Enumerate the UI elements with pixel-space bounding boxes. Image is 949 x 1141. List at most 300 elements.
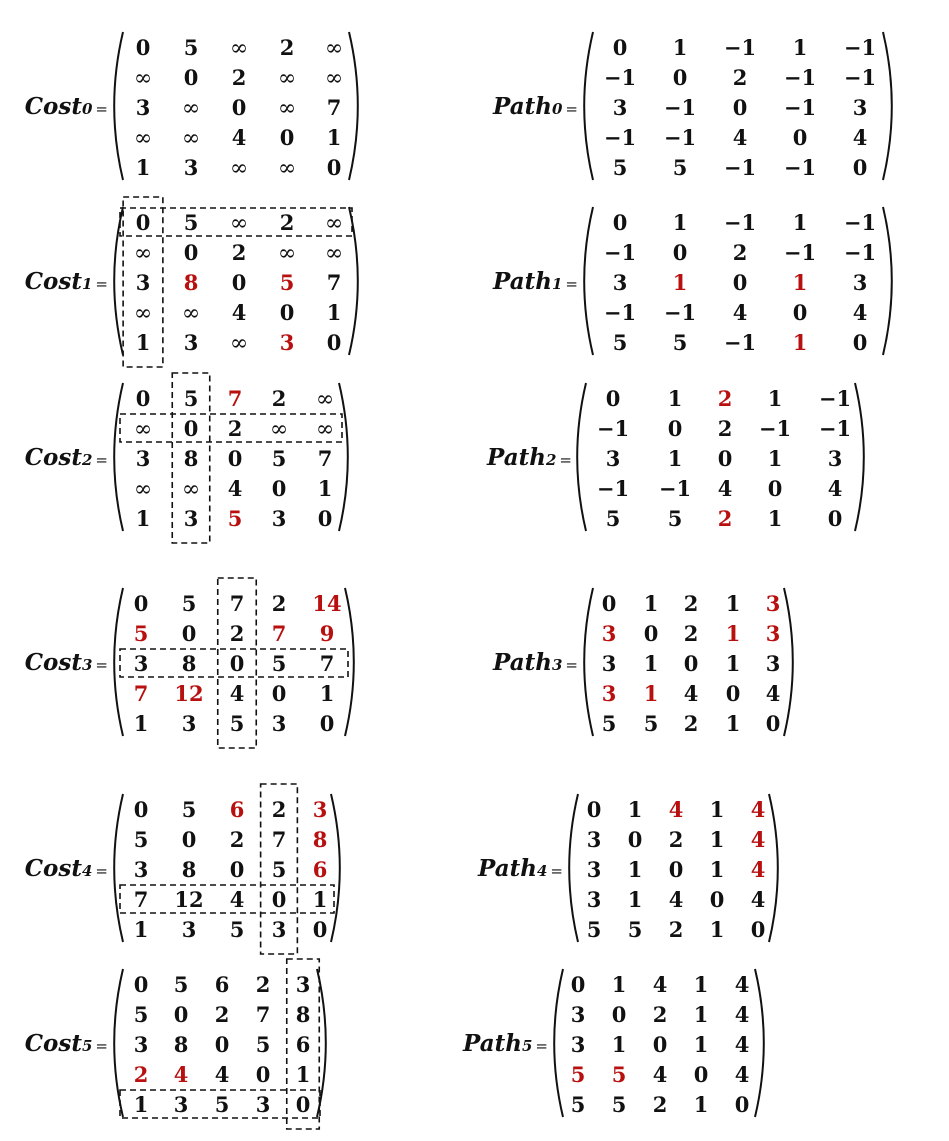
cost-5-cell-r3-c4: 1 (295, 1062, 311, 1087)
path-1-label-equals: = (565, 275, 578, 293)
cost-2-cell-r4-c3: 3 (271, 506, 287, 531)
path-3-cell-r1-c1: 0 (643, 621, 659, 646)
cost-3-cell-r1-c2: 2 (229, 621, 245, 646)
cost-4-cell-r1-c1: 0 (181, 827, 197, 852)
path-5-cell-r2-c0: 3 (570, 1032, 586, 1057)
cost-1-cell-r0-c2: ∞ (229, 211, 249, 236)
path-0-label-name: Path (493, 93, 552, 120)
cost-5-cell-r2-c0: 3 (133, 1032, 149, 1057)
cost-4-cell-r4-c4: 0 (312, 917, 328, 942)
cost-1-right-paren (349, 207, 358, 355)
cost-4-cell-r3-c0: 7 (133, 887, 149, 912)
path-1-cell-r2-c4: 3 (852, 270, 868, 295)
path-4-cell-r1-c4-changed: 4 (750, 827, 766, 852)
cost-0-cell-r0-c1: 5 (183, 35, 199, 60)
path-0-matrix (492, 32, 892, 180)
path-3-cell-r0-c1: 1 (643, 591, 659, 616)
cost-3-cell-r3-c3: 0 (271, 681, 287, 706)
path-0-cell-r1-c1: 0 (672, 65, 688, 90)
path-1-right-paren (883, 207, 892, 355)
cost-2-cell-r2-c1: 8 (183, 446, 199, 471)
cost-5-cell-r3-c3: 0 (255, 1062, 271, 1087)
path-0-cell-r2-c1: −1 (663, 95, 697, 120)
cost-1-cell-r4-c4: 0 (326, 330, 342, 355)
path-1-cell-r1-c1: 0 (672, 240, 688, 265)
cost-0-cell-r2-c3: ∞ (277, 96, 297, 121)
path-1-cell-r1-c2: 2 (732, 240, 748, 265)
path-3-cell-r3-c2: 4 (683, 681, 699, 706)
cost-0-cell-r3-c0: ∞ (133, 126, 153, 151)
cost-0-cell-r2-c2: 0 (231, 95, 247, 120)
path-1-cell-r0-c2: −1 (723, 210, 757, 235)
path-5-left-paren (554, 969, 563, 1117)
path-2-cell-r1-c1: 0 (667, 416, 683, 441)
cost-2-cell-r1-c4: ∞ (315, 417, 335, 442)
cost-3-label (25, 649, 108, 676)
cost-3-cell-r4-c0: 1 (133, 711, 149, 736)
path-1-cell-r0-c0: 0 (612, 210, 628, 235)
cost-2-cell-r4-c4: 0 (317, 506, 333, 531)
path-0-left-paren (584, 32, 593, 180)
cost-0-cell-r0-c0: 0 (135, 35, 151, 60)
path-5-label (462, 1030, 548, 1057)
cost-5-cell-r1-c3: 7 (255, 1002, 271, 1027)
path-5-cell-r3-c2: 4 (652, 1062, 668, 1087)
cost-0-right-paren (349, 32, 358, 180)
path-1-matrix (492, 207, 892, 355)
cost-5-cell-r4-c3: 3 (255, 1092, 271, 1117)
cost-4-left-paren (114, 794, 123, 942)
path-0-label-sub: 0 (551, 100, 563, 118)
path-5-label-equals: = (535, 1037, 548, 1055)
path-0-cell-r1-c3: −1 (783, 65, 817, 90)
path-4-cell-r1-c2: 2 (668, 827, 684, 852)
path-2-cell-r2-c0: 3 (605, 446, 621, 471)
path-2-cell-r3-c0: −1 (596, 476, 630, 501)
cost-4-cell-r1-c2: 2 (229, 827, 245, 852)
cost-1-cell-r0-c3: 2 (279, 210, 295, 235)
path-2-cell-r2-c2: 0 (717, 446, 733, 471)
cost-1-cell-r4-c1: 3 (183, 330, 199, 355)
cost-2-label-name: Cost (24, 444, 82, 471)
path-2-cell-r2-c3: 1 (767, 446, 783, 471)
path-3-cell-r0-c3: 1 (725, 591, 741, 616)
path-4-cell-r3-c2: 4 (668, 887, 684, 912)
path-4-cell-r2-c3: 1 (709, 857, 725, 882)
path-0-cell-r2-c0: 3 (612, 95, 628, 120)
cost-5-cell-r0-c0: 0 (133, 972, 149, 997)
cost-2-cell-r4-c2-changed: 5 (227, 506, 243, 531)
path-5-cell-r0-c3: 1 (693, 972, 709, 997)
path-1-cell-r4-c2: −1 (723, 330, 757, 355)
path-3-label-sub: 3 (551, 656, 563, 674)
path-2-cell-r0-c0: 0 (605, 386, 621, 411)
path-5-cell-r4-c4: 0 (734, 1092, 750, 1117)
path-4-cell-r3-c4: 4 (750, 887, 766, 912)
cost-1-cell-r2-c2: 0 (231, 270, 247, 295)
path-4-cell-r0-c0: 0 (586, 797, 602, 822)
path-5-cell-r3-c4: 4 (734, 1062, 750, 1087)
cost-0-cell-r3-c1: ∞ (181, 126, 201, 151)
cost-5-label-sub: 5 (81, 1037, 93, 1055)
cost-3-cell-r2-c3: 5 (271, 651, 287, 676)
cost-0-label-sub: 0 (81, 100, 93, 118)
path-0-cell-r1-c0: −1 (603, 65, 637, 90)
cost-4-cell-r0-c2-changed: 6 (229, 797, 245, 822)
path-4-cell-r1-c0: 3 (586, 827, 602, 852)
path-1-cell-r0-c3: 1 (792, 210, 808, 235)
path-1-cell-r3-c3: 0 (792, 300, 808, 325)
path-3-label-equals: = (565, 656, 578, 674)
cost-4-right-paren (331, 794, 340, 942)
path-5-matrix (462, 969, 764, 1117)
path-2-cell-r3-c4: 4 (827, 476, 843, 501)
path-5-label-name: Path (463, 1030, 522, 1057)
path-3-cell-r1-c3-changed: 1 (725, 621, 741, 646)
path-3-cell-r4-c3: 1 (725, 711, 741, 736)
cost-1-matrix (25, 197, 358, 367)
cost-0-cell-r2-c0: 3 (135, 95, 151, 120)
cost-4-cell-r0-c3: 2 (271, 797, 287, 822)
path-0-cell-r3-c3: 0 (792, 125, 808, 150)
cost-4-cell-r3-c4: 1 (312, 887, 328, 912)
cost-2-cell-r3-c2: 4 (227, 476, 243, 501)
path-3-cell-r4-c1: 5 (643, 711, 659, 736)
cost-4-cell-r0-c0: 0 (133, 797, 149, 822)
path-5-cell-r1-c2: 2 (652, 1002, 668, 1027)
path-2-cell-r2-c1: 1 (667, 446, 683, 471)
cost-3-label-name: Cost (24, 649, 82, 676)
cost-3-cell-r1-c1: 0 (181, 621, 197, 646)
path-2-matrix (486, 383, 864, 531)
path-3-cell-r1-c2: 2 (683, 621, 699, 646)
path-5-label-sub: 5 (521, 1037, 533, 1055)
path-0-right-paren (883, 32, 892, 180)
cost-5-cell-r2-c1: 8 (173, 1032, 189, 1057)
cost-1-cell-r1-c4: ∞ (324, 241, 344, 266)
cost-5-cell-r0-c3: 2 (255, 972, 271, 997)
path-5-cell-r2-c2: 0 (652, 1032, 668, 1057)
cost-2-cell-r1-c2: 2 (227, 416, 243, 441)
path-0-cell-r0-c3: 1 (792, 35, 808, 60)
path-4-cell-r3-c3: 0 (709, 887, 725, 912)
path-0-cell-r1-c2: 2 (732, 65, 748, 90)
cost-2-cell-r0-c1: 5 (183, 386, 199, 411)
cost-0-cell-r0-c4: ∞ (324, 36, 344, 61)
cost-0-cell-r1-c2: 2 (231, 65, 247, 90)
cost-1-cell-r1-c2: 2 (231, 240, 247, 265)
cost-5-cell-r3-c2: 4 (214, 1062, 230, 1087)
path-2-cell-r3-c2: 4 (717, 476, 733, 501)
path-5-cell-r3-c0-changed: 5 (570, 1062, 586, 1087)
cost-2-cell-r0-c3: 2 (271, 386, 287, 411)
cost-1-cell-r2-c3-changed: 5 (279, 270, 295, 295)
cost-3-cell-r0-c2: 7 (229, 591, 245, 616)
cost-2-cell-r1-c1: 0 (183, 416, 199, 441)
cost-1-label-name: Cost (24, 268, 82, 295)
path-5-cell-r3-c3: 0 (693, 1062, 709, 1087)
path-0-cell-r4-c2: −1 (723, 155, 757, 180)
cost-4-cell-r4-c3: 3 (271, 917, 287, 942)
path-2-cell-r4-c0: 5 (605, 506, 621, 531)
path-1-cell-r2-c0: 3 (612, 270, 628, 295)
path-3-cell-r3-c0-changed: 3 (601, 681, 617, 706)
cost-5-label-name: Cost (24, 1030, 82, 1057)
cost-0-label (25, 93, 108, 120)
path-1-cell-r0-c1: 1 (672, 210, 688, 235)
cost-3-cell-r2-c2: 0 (229, 651, 245, 676)
cost-1-cell-r3-c2: 4 (231, 300, 247, 325)
path-4-cell-r4-c3: 1 (709, 917, 725, 942)
path-1-cell-r3-c4: 4 (852, 300, 868, 325)
cost-2-cell-r3-c4: 1 (317, 476, 333, 501)
path-2-cell-r0-c4: −1 (818, 386, 852, 411)
path-3-label-name: Path (493, 649, 552, 676)
cost-4-pivot-row-box (120, 885, 334, 913)
cost-3-cell-r0-c1: 5 (181, 591, 197, 616)
path-1-cell-r3-c2: 4 (732, 300, 748, 325)
cost-0-cell-r4-c3: ∞ (277, 156, 297, 181)
cost-3-cell-r0-c0: 0 (133, 591, 149, 616)
cost-2-cell-r1-c3: ∞ (269, 417, 289, 442)
cost-3-cell-r4-c3: 3 (271, 711, 287, 736)
cost-4-label (25, 855, 108, 882)
cost-2-cell-r3-c0: ∞ (133, 477, 153, 502)
path-5-cell-r0-c2: 4 (652, 972, 668, 997)
path-2-left-paren (577, 383, 586, 531)
path-4-right-paren (769, 794, 778, 942)
cost-5-label-equals: = (95, 1037, 108, 1055)
cost-3-cell-r4-c2: 5 (229, 711, 245, 736)
path-2-cell-r3-c3: 0 (767, 476, 783, 501)
cost-1-left-paren (114, 207, 123, 355)
path-5-cell-r0-c0: 0 (570, 972, 586, 997)
cost-1-cell-r3-c3: 0 (279, 300, 295, 325)
path-1-cell-r0-c4: −1 (843, 210, 877, 235)
cost-0-matrix (25, 32, 358, 181)
path-1-cell-r1-c4: −1 (843, 240, 877, 265)
cost-0-cell-r3-c2: 4 (231, 125, 247, 150)
path-4-cell-r1-c1: 0 (627, 827, 643, 852)
path-0-cell-r2-c4: 3 (852, 95, 868, 120)
path-4-cell-r3-c0: 3 (586, 887, 602, 912)
cost-3-right-paren (345, 588, 354, 736)
path-0-cell-r0-c4: −1 (843, 35, 877, 60)
cost-5-cell-r3-c1-changed: 4 (173, 1062, 189, 1087)
cost-5-cell-r1-c1: 0 (173, 1002, 189, 1027)
path-3-cell-r3-c4: 4 (765, 681, 781, 706)
cost-4-cell-r4-c2: 5 (229, 917, 245, 942)
path-0-cell-r2-c3: −1 (783, 95, 817, 120)
path-1-cell-r1-c3: −1 (783, 240, 817, 265)
cost-3-label-sub: 3 (81, 656, 93, 674)
path-3-cell-r2-c2: 0 (683, 651, 699, 676)
cost-1-label-sub: 1 (81, 275, 93, 293)
path-0-cell-r4-c4: 0 (852, 155, 868, 180)
cost-0-cell-r3-c4: 1 (326, 125, 342, 150)
path-4-cell-r0-c3: 1 (709, 797, 725, 822)
path-2-cell-r1-c2: 2 (717, 416, 733, 441)
path-3-matrix (492, 588, 793, 736)
path-0-cell-r4-c3: −1 (783, 155, 817, 180)
cost-2-cell-r2-c4: 7 (317, 446, 333, 471)
cost-4-matrix (25, 784, 340, 954)
path-3-cell-r0-c4-changed: 3 (765, 591, 781, 616)
path-1-cell-r3-c1: −1 (663, 300, 697, 325)
path-4-cell-r3-c1: 1 (627, 887, 643, 912)
path-0-cell-r0-c0: 0 (612, 35, 628, 60)
cost-1-cell-r0-c1: 5 (183, 210, 199, 235)
cost-2-cell-r1-c0: ∞ (133, 417, 153, 442)
cost-0-cell-r1-c1: 0 (183, 65, 199, 90)
cost-3-label-equals: = (95, 656, 108, 674)
path-4-cell-r4-c2: 2 (668, 917, 684, 942)
cost-1-cell-r1-c0: ∞ (133, 241, 153, 266)
path-2-cell-r0-c2-changed: 2 (717, 386, 733, 411)
cost-0-cell-r4-c0: 1 (135, 155, 151, 180)
cost-0-cell-r1-c3: ∞ (277, 66, 297, 91)
cost-1-cell-r3-c1: ∞ (181, 301, 201, 326)
cost-5-cell-r4-c0: 1 (133, 1092, 149, 1117)
path-3-cell-r4-c0: 5 (601, 711, 617, 736)
path-4-cell-r2-c4-changed: 4 (750, 857, 766, 882)
cost-5-matrix (25, 959, 326, 1129)
path-3-label (492, 649, 578, 676)
cost-0-cell-r2-c1: ∞ (181, 96, 201, 121)
cost-3-cell-r4-c4: 0 (319, 711, 335, 736)
cost-2-left-paren (114, 383, 123, 531)
path-5-cell-r2-c1: 1 (611, 1032, 627, 1057)
cost-2-cell-r2-c2: 0 (227, 446, 243, 471)
cost-3-matrix (25, 578, 354, 748)
cost-3-cell-r1-c4-changed: 9 (319, 621, 335, 646)
path-1-cell-r2-c1-changed: 1 (672, 270, 688, 295)
cost-2-cell-r0-c0: 0 (135, 386, 151, 411)
cost-2-cell-r0-c4: ∞ (315, 387, 335, 412)
path-2-cell-r4-c1: 5 (667, 506, 683, 531)
cost-2-cell-r4-c0: 1 (135, 506, 151, 531)
path-4-cell-r4-c4: 0 (750, 917, 766, 942)
path-3-cell-r3-c1-changed: 1 (643, 681, 659, 706)
cost-1-cell-r3-c0: ∞ (133, 301, 153, 326)
path-0-cell-r3-c2: 4 (732, 125, 748, 150)
cost-4-cell-r2-c4-changed: 6 (312, 857, 328, 882)
cost-2-cell-r2-c0: 3 (135, 446, 151, 471)
cost-2-label-sub: 2 (81, 451, 93, 469)
cost-5-cell-r1-c4: 8 (295, 1002, 311, 1027)
path-1-left-paren (584, 207, 593, 355)
path-3-cell-r4-c2: 2 (683, 711, 699, 736)
path-4-label-sub: 4 (536, 862, 548, 880)
cost-4-label-name: Cost (24, 855, 82, 882)
path-1-label-name: Path (493, 268, 552, 295)
cost-2-cell-r2-c3: 5 (271, 446, 287, 471)
path-0-cell-r0-c1: 1 (672, 35, 688, 60)
path-2-cell-r0-c1: 1 (667, 386, 683, 411)
cost-5-cell-r0-c2: 6 (214, 972, 230, 997)
path-2-label-equals: = (559, 451, 572, 469)
cost-5-cell-r2-c4: 6 (295, 1032, 311, 1057)
cost-3-cell-r1-c0-changed: 5 (133, 621, 149, 646)
path-3-cell-r4-c4: 0 (765, 711, 781, 736)
path-5-cell-r2-c3: 1 (693, 1032, 709, 1057)
path-1-label-sub: 1 (551, 275, 563, 293)
path-5-cell-r1-c4: 4 (734, 1002, 750, 1027)
path-5-cell-r3-c1-changed: 5 (611, 1062, 627, 1087)
cost-3-cell-r3-c0-changed: 7 (133, 681, 149, 706)
cost-5-cell-r4-c2: 5 (214, 1092, 230, 1117)
path-1-cell-r3-c0: −1 (603, 300, 637, 325)
path-0-cell-r3-c0: −1 (603, 125, 637, 150)
cost-3-cell-r3-c2: 4 (229, 681, 245, 706)
cost-0-label-equals: = (95, 100, 108, 118)
path-5-right-paren (755, 969, 764, 1117)
cost-0-cell-r0-c3: 2 (279, 35, 295, 60)
path-2-cell-r4-c2-changed: 2 (717, 506, 733, 531)
path-4-label-equals: = (550, 862, 563, 880)
path-5-cell-r4-c3: 1 (693, 1092, 709, 1117)
cost-4-cell-r1-c0: 5 (133, 827, 149, 852)
cost-4-cell-r2-c1: 8 (181, 857, 197, 882)
cost-3-cell-r0-c4-changed: 14 (312, 591, 342, 616)
path-1-cell-r2-c3-changed: 1 (792, 270, 808, 295)
cost-3-cell-r2-c0: 3 (133, 651, 149, 676)
cost-2-cell-r4-c1: 3 (183, 506, 199, 531)
path-4-left-paren (569, 794, 578, 942)
path-1-cell-r2-c2: 0 (732, 270, 748, 295)
path-3-cell-r2-c4: 3 (765, 651, 781, 676)
path-2-label-name: Path (487, 444, 546, 471)
path-4-cell-r2-c1: 1 (627, 857, 643, 882)
cost-4-cell-r3-c2: 4 (229, 887, 245, 912)
cost-3-left-paren (114, 588, 123, 736)
cost-5-cell-r3-c0-changed: 2 (133, 1062, 149, 1087)
cost-4-label-equals: = (95, 862, 108, 880)
path-1-cell-r4-c4: 0 (852, 330, 868, 355)
path-3-cell-r0-c2: 2 (683, 591, 699, 616)
cost-0-cell-r0-c2: ∞ (229, 36, 249, 61)
cost-5-cell-r4-c1: 3 (173, 1092, 189, 1117)
path-5-cell-r4-c0: 5 (570, 1092, 586, 1117)
cost-1-cell-r2-c0: 3 (135, 270, 151, 295)
cost-4-cell-r1-c4-changed: 8 (312, 827, 328, 852)
cost-5-cell-r1-c0: 5 (133, 1002, 149, 1027)
path-5-cell-r0-c1: 1 (611, 972, 627, 997)
path-3-left-paren (584, 588, 593, 736)
path-3-cell-r2-c1: 1 (643, 651, 659, 676)
path-2-cell-r1-c0: −1 (596, 416, 630, 441)
cost-5-cell-r2-c2: 0 (214, 1032, 230, 1057)
cost-3-cell-r4-c1: 3 (181, 711, 197, 736)
path-5-cell-r0-c4: 4 (734, 972, 750, 997)
cost-3-cell-r3-c1-changed: 12 (174, 681, 204, 706)
cost-1-cell-r1-c1: 0 (183, 240, 199, 265)
path-5-cell-r1-c0: 3 (570, 1002, 586, 1027)
cost-0-cell-r3-c3: 0 (279, 125, 295, 150)
cost-0-left-paren (114, 32, 123, 180)
path-4-label-name: Path (478, 855, 537, 882)
path-2-cell-r1-c4: −1 (818, 416, 852, 441)
cost-4-cell-r0-c1: 5 (181, 797, 197, 822)
path-2-cell-r4-c4: 0 (827, 506, 843, 531)
cost-0-cell-r1-c4: ∞ (324, 66, 344, 91)
path-0-cell-r4-c1: 5 (672, 155, 688, 180)
path-4-cell-r4-c0: 5 (586, 917, 602, 942)
cost-1-cell-r4-c2: ∞ (229, 331, 249, 356)
cost-3-cell-r3-c4: 1 (319, 681, 335, 706)
path-3-cell-r0-c0: 0 (601, 591, 617, 616)
path-2-cell-r0-c3: 1 (767, 386, 783, 411)
